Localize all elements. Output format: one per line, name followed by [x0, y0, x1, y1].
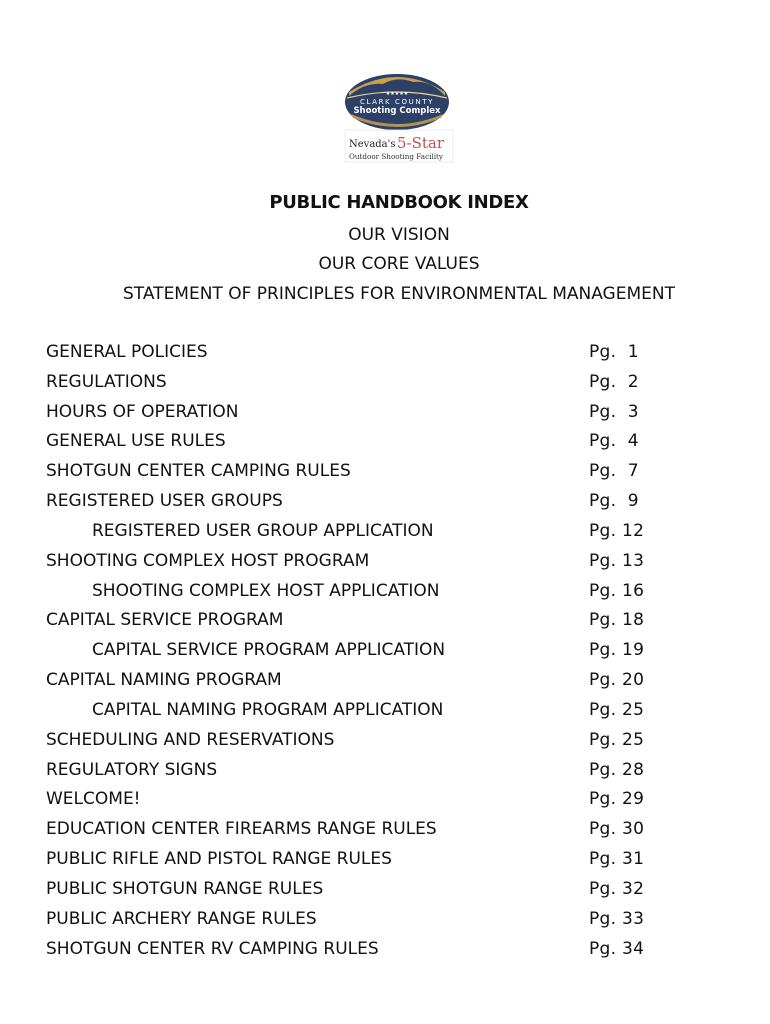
- subtitle-environmental-principles: STATEMENT OF PRINCIPLES FOR ENVIRONMENTAL MANAGEMENT: [123, 284, 675, 304]
- subtitle-core-values: OUR CORE VALUES: [318, 254, 480, 274]
- toc-entry: [0, 400, 770, 430]
- toc-entry: [0, 728, 770, 758]
- toc-entry-title: REGULATIONS: [46, 371, 167, 392]
- toc-entry-title: CAPITAL NAMING PROGRAM: [46, 670, 282, 691]
- toc-entry-page: Pg. 9: [589, 491, 639, 512]
- toc-entry-title: PUBLIC ARCHERY RANGE RULES: [46, 908, 317, 929]
- toc-entry-title: REGULATORY SIGNS: [46, 759, 218, 780]
- subtitle-vision: OUR VISION: [348, 225, 450, 245]
- toc-entry: [0, 847, 770, 877]
- toc-entry: [0, 370, 770, 400]
- toc-sub-entry: [0, 519, 770, 549]
- toc-entry-page: Pg. 32: [589, 878, 645, 899]
- toc-sub-entry: [0, 698, 770, 728]
- toc-entry: [0, 429, 770, 459]
- toc-entry-title: SHOOTING COMPLEX HOST APPLICATION: [92, 580, 440, 601]
- logo-line-2: Shooting Complex: [353, 106, 441, 116]
- toc-entry-title: PUBLIC RIFLE AND PISTOL RANGE RULES: [46, 849, 392, 870]
- toc-entry-page: Pg. 13: [589, 550, 645, 571]
- logo-tagline-star: 5-Star: [397, 134, 445, 152]
- toc-entry-page: Pg. 2: [589, 371, 639, 392]
- logo-line-3: Las Vegas: [388, 120, 406, 124]
- toc-entry-page: Pg. 18: [589, 610, 645, 631]
- toc-entry-title: HOURS OF OPERATION: [46, 401, 239, 422]
- toc-entry-title: CAPITAL NAMING PROGRAM APPLICATION: [92, 699, 444, 720]
- toc-entry: [0, 937, 770, 967]
- table-of-contents: [0, 340, 770, 966]
- toc-entry: [0, 489, 770, 519]
- toc-entry-title: CAPITAL SERVICE PROGRAM APPLICATION: [92, 640, 446, 661]
- toc-entry: [0, 549, 770, 579]
- toc-entry: [0, 668, 770, 698]
- toc-entry-page: Pg. 7: [589, 461, 639, 482]
- toc-entry-page: Pg. 33: [589, 908, 645, 929]
- logo-stars: ★★★★★: [385, 91, 409, 97]
- toc-entry-title: PUBLIC SHOTGUN RANGE RULES: [46, 878, 324, 899]
- toc-entry-page: Pg. 16: [589, 580, 645, 601]
- toc-entry-page: Pg. 28: [589, 759, 645, 780]
- toc-entry: [0, 787, 770, 817]
- toc-entry-title: SHOTGUN CENTER RV CAMPING RULES: [46, 938, 379, 959]
- toc-entry-page: Pg. 4: [589, 431, 639, 452]
- toc-entry-title: SCHEDULING AND RESERVATIONS: [46, 729, 335, 750]
- toc-entry-page: Pg. 20: [589, 670, 645, 691]
- toc-entry-page: Pg. 34: [589, 938, 645, 959]
- logo-tagline-prefix: Nevada's: [349, 139, 396, 150]
- toc-entry: [0, 340, 770, 370]
- toc-entry-page: Pg. 12: [589, 520, 645, 541]
- toc-entry: [0, 459, 770, 489]
- logo-line-1: CLARK COUNTY: [360, 98, 434, 106]
- toc-entry-title: EDUCATION CENTER FIREARMS RANGE RULES: [46, 819, 437, 840]
- toc-entry-title: GENERAL USE RULES: [46, 431, 226, 452]
- toc-entry: [0, 877, 770, 907]
- toc-entry-title: REGISTERED USER GROUPS: [46, 491, 283, 512]
- toc-entry-page: Pg. 30: [589, 819, 645, 840]
- toc-entry-title: SHOTGUN CENTER CAMPING RULES: [46, 461, 351, 482]
- toc-entry-page: Pg. 3: [589, 401, 639, 422]
- toc-entry-title: WELCOME!: [46, 789, 141, 810]
- toc-entry-title: REGISTERED USER GROUP APPLICATION: [92, 520, 434, 541]
- toc-entry: [0, 608, 770, 638]
- toc-entry-page: Pg. 1: [589, 342, 639, 362]
- toc-entry-page: Pg. 25: [589, 729, 645, 750]
- toc-entry: [0, 907, 770, 937]
- toc-entry-page: Pg. 29: [589, 789, 645, 810]
- logo-tagline-sub: Outdoor Shooting Facility: [349, 152, 443, 161]
- toc-sub-entry: [0, 579, 770, 609]
- toc-sub-entry: [0, 638, 770, 668]
- toc-entry-page: Pg. 25: [589, 699, 645, 720]
- toc-entry: [0, 817, 770, 847]
- toc-entry-title: GENERAL POLICIES: [46, 342, 208, 362]
- toc-entry: [0, 758, 770, 788]
- toc-entry-title: CAPITAL SERVICE PROGRAM: [46, 610, 284, 631]
- page-title: PUBLIC HANDBOOK INDEX: [269, 192, 529, 213]
- toc-entry-title: SHOOTING COMPLEX HOST PROGRAM: [46, 550, 370, 571]
- toc-entry-page: Pg. 19: [589, 640, 645, 661]
- clark-county-shooting-complex-logo: [335, 72, 460, 164]
- toc-entry-page: Pg. 31: [589, 849, 645, 870]
